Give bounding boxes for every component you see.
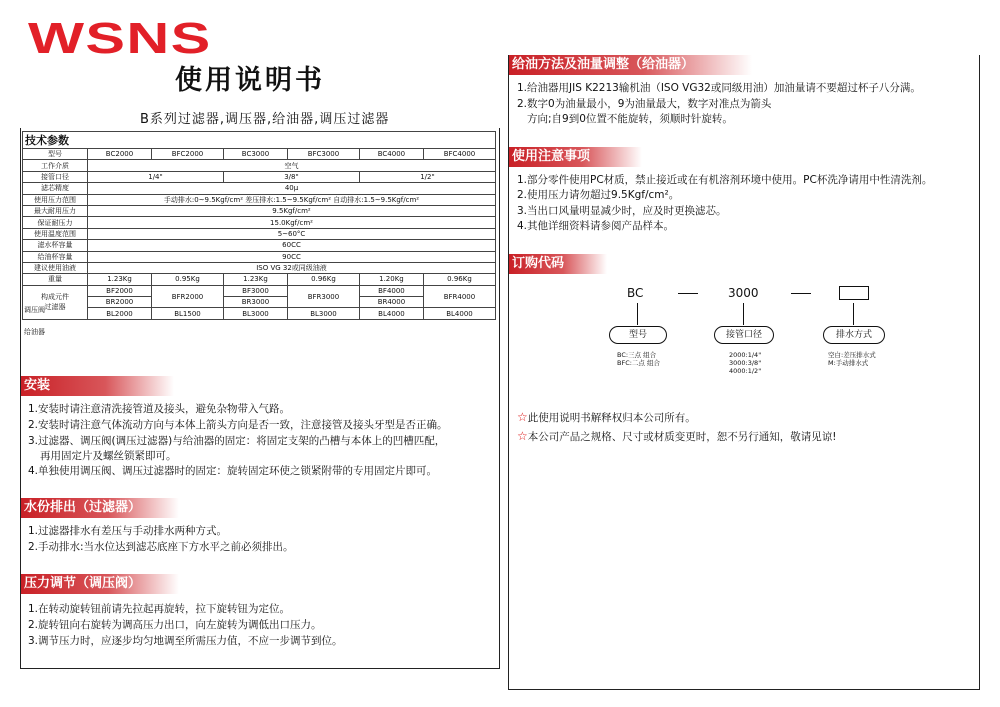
component-sub-label: 调压阀 bbox=[24, 306, 45, 314]
oiling-heading: 给油方法及油量调整（给油器） bbox=[509, 55, 752, 75]
table-row: 给油杯容量 90CC bbox=[23, 251, 496, 262]
table-row: 建议使用油液 ISO VG 32或同级油液 bbox=[23, 262, 496, 273]
footer-note: ☆此使用说明书解释权归本公司所有。 bbox=[517, 410, 696, 424]
code-prefix: BC bbox=[627, 286, 644, 300]
code-size: 3000 bbox=[728, 286, 759, 300]
caution-item: 4.其他详细资料请参阅产品样本。 bbox=[517, 220, 675, 232]
table-row: 工作介质 空气 bbox=[23, 160, 496, 171]
table-row: 型号 BC2000 BFC2000 BC3000 BFC3000 BC4000 BFC4000 bbox=[23, 149, 496, 160]
table-row: BL2000 BL1500 BL3000 BL3000 BL4000 BL4000 bbox=[23, 308, 496, 319]
pressure-item: 2.旋转钮向右旋转为调高压力出口，向左旋转为调低出口压力。 bbox=[28, 619, 322, 631]
table-row: 最大耐用压力 9.5Kgf/cm² bbox=[23, 205, 496, 216]
table-row: 构成元件 过滤器 BF2000 BFR2000 BF3000 BFR3000 BF4000 BFR4000 bbox=[23, 285, 496, 296]
oiling-item: 2.数字0为油量最小，9为油量最大，数字对准点为箭头 bbox=[517, 98, 772, 110]
install-heading: 安装 bbox=[21, 376, 174, 396]
install-item: 1.安装时请注意清洗接管道及接头，避免杂物带入气路。 bbox=[28, 403, 291, 415]
oiling-item: 1.给油器用JIS K2213输机油（ISO VG32或同级用油）加油量请不要超过杯子八分满。 bbox=[517, 82, 921, 94]
label-port-size: 接管口径 bbox=[714, 326, 774, 344]
size-notes: 2000:1/4" 3000:3/8" 4000:1/2" bbox=[729, 351, 762, 375]
spec-table bbox=[22, 131, 496, 320]
install-item: 2.安装时请注意气体流动方向与本体上箭头方向是否一致，注意接管及接头牙型是否正确。 bbox=[28, 419, 448, 431]
table-row: 重量 1.23Kg 0.95Kg 1.23Kg 0.96Kg 1.20Kg 0.96Kg bbox=[23, 274, 496, 285]
connector-line bbox=[853, 303, 854, 325]
model-notes: BC:三点 组合 BFC:二点 组合 bbox=[617, 351, 660, 367]
order-heading: 订购代码 bbox=[509, 254, 607, 274]
table-row: 滤水杯容量 60CC bbox=[23, 240, 496, 251]
table-row: 使用温度范围 5~60°C bbox=[23, 228, 496, 239]
star-icon: ☆ bbox=[517, 429, 528, 443]
component-sub-label: 给油器 bbox=[24, 328, 45, 336]
pressure-item: 1.在转动旋转钮前请先拉起再旋转，拉下旋转钮为定位。 bbox=[28, 603, 291, 615]
star-icon: ☆ bbox=[517, 410, 528, 424]
document-subtitle: B系列过滤器,调压器,给油器,调压过滤器 bbox=[140, 112, 390, 127]
drain-notes: 空白:差压排水式 M:手动排水式 bbox=[828, 351, 876, 367]
table-row: 滤芯精度 40μ bbox=[23, 183, 496, 194]
connector-line bbox=[743, 303, 744, 325]
label-drain-type: 排水方式 bbox=[823, 326, 885, 344]
drain-code-box bbox=[839, 286, 869, 300]
install-item: 再用固定片及螺丝锁紧即可。 bbox=[40, 450, 177, 462]
table-row: 接管口径 1/4" 3/8" 1/2" bbox=[23, 171, 496, 182]
drain-item: 2.手动排水:当水位达到滤芯底座下方水平之前必须排出。 bbox=[28, 541, 294, 553]
drain-item: 1.过滤器排水有差压与手动排水两种方式。 bbox=[28, 525, 228, 537]
spec-heading: 技术参数 bbox=[23, 132, 496, 149]
brand-logo: WSNS bbox=[28, 14, 212, 63]
caution-item: 2.使用压力请勿超过9.5Kgf/cm²。 bbox=[517, 189, 680, 201]
footer-note: ☆本公司产品之规格、尺寸或材质变更时，恕不另行通知，敬请见谅! bbox=[517, 429, 837, 443]
caution-item: 1.部分零件使用PC材质，禁止接近或在有机溶剂环境中使用。PC杯洗净请用中性清洗剂。 bbox=[517, 174, 933, 186]
label-model: 型号 bbox=[609, 326, 667, 344]
install-item: 3.过滤器、调压阀(调压过滤器)与给油器的固定：将固定支架的凸槽与本体上的凹槽匹配， bbox=[28, 435, 446, 447]
code-separator bbox=[791, 293, 811, 294]
table-row: 保证耐压力 15.0Kgf/cm² bbox=[23, 217, 496, 228]
install-item: 4.单独使用调压阀、调压过滤器时的固定：旋转固定环使之锁紧附带的专用固定片即可。 bbox=[28, 465, 438, 477]
code-separator bbox=[678, 293, 698, 294]
drain-heading: 水份排出（过滤器） bbox=[21, 498, 179, 518]
table-row: 使用压力范围 手动排水:0~9.5Kgf/cm² 差压排水:1.5~9.5Kgf/cm² 自动排水:1.5~9.5Kgf/cm² bbox=[23, 194, 496, 205]
oiling-item: 方向;自9到0位置不能旋转，须顺时针旋转。 bbox=[527, 113, 733, 125]
document-title: 使用说明书 bbox=[175, 65, 325, 96]
caution-heading: 使用注意事项 bbox=[509, 147, 642, 167]
pressure-item: 3.调节压力时，应逐步均匀地调至所需压力值，不应一步调节到位。 bbox=[28, 635, 343, 647]
pressure-heading: 压力调节（调压阀） bbox=[21, 574, 179, 594]
connector-line bbox=[637, 303, 638, 325]
table-row: BR2000 BR3000 BR4000 bbox=[23, 297, 496, 308]
caution-item: 3.当出口风量明显减少时，应及时更换滤芯。 bbox=[517, 205, 727, 217]
